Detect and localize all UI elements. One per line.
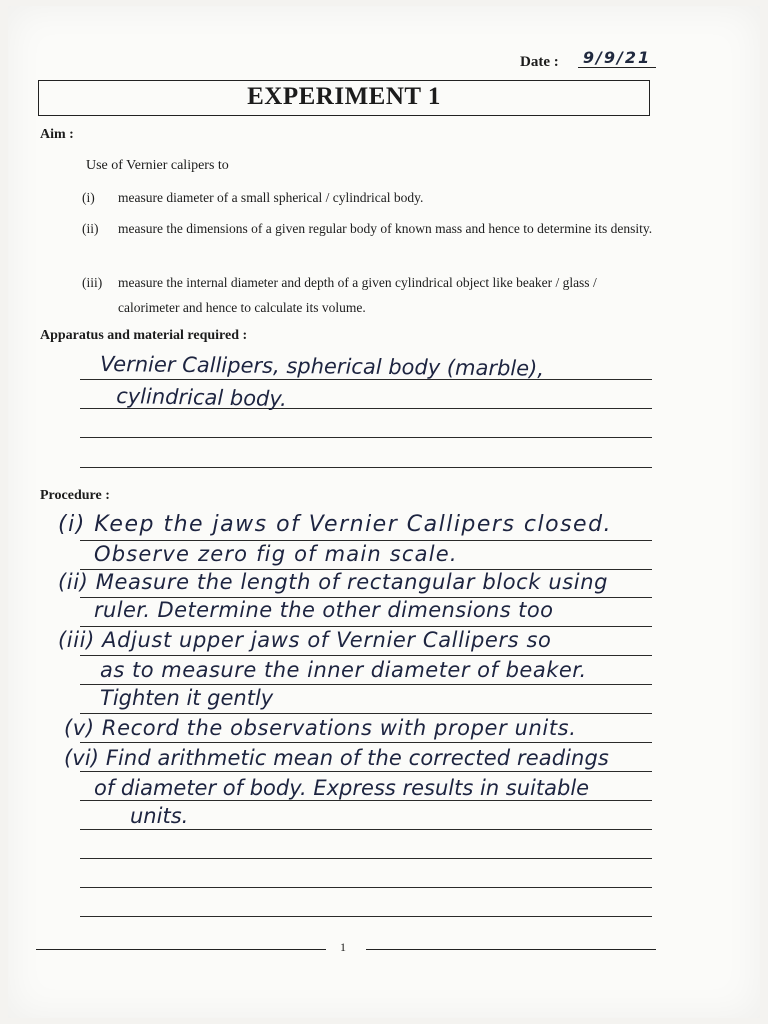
- date-value: 9/9/21: [578, 48, 656, 68]
- ruled-line: [80, 771, 652, 772]
- ruled-line: [80, 713, 652, 714]
- procedure-line-10: of diameter of body. Express results in suitable: [94, 776, 590, 800]
- aim-item-number: (iii): [82, 275, 103, 290]
- apparatus-heading: Apparatus and material required :: [40, 328, 248, 343]
- aim-intro: Use of Vernier calipers to: [86, 158, 229, 173]
- procedure-line-2: Observe zero fig of main scale.: [94, 542, 458, 566]
- page-number: 1: [340, 940, 346, 954]
- ruled-line: [80, 655, 652, 656]
- procedure-line-8: (v) Record the observations with proper units.: [64, 716, 577, 740]
- procedure-line-7: Tighten it gently: [100, 686, 274, 710]
- ruled-line: [80, 916, 652, 917]
- apparatus-line-1: Vernier Callipers, spherical body (marble),: [100, 352, 545, 381]
- date-label: Date :: [520, 54, 559, 70]
- procedure-line-3: (ii) Measure the length of rectangular block using: [58, 570, 609, 594]
- ruled-line: [80, 887, 652, 888]
- ruled-line: [80, 829, 652, 830]
- date-field: [520, 48, 660, 76]
- procedure-line-4: ruler. Determine the other dimensions too: [94, 598, 554, 622]
- procedure-line-6: as to measure the inner diameter of beaker.: [100, 658, 587, 682]
- procedure-heading: Procedure :: [40, 488, 110, 503]
- aim-item-text: measure the internal diameter and depth of a given cylindrical object like beaker / glass / calorimeter and hence to calculate its volume.: [118, 275, 597, 315]
- aim-heading: Aim :: [40, 127, 74, 142]
- footer-rule-left: [36, 949, 326, 950]
- procedure-line-9: (vi) Find arithmetic mean of the corrected readings: [64, 746, 609, 770]
- ruled-line: [80, 684, 652, 685]
- ruled-line: [80, 858, 652, 859]
- ruled-line: [80, 742, 652, 743]
- ruled-line: [80, 540, 652, 541]
- aim-item-number: (ii): [82, 221, 99, 236]
- ruled-line: [80, 626, 652, 627]
- aim-item-text: measure diameter of a small spherical / cylindrical body.: [118, 190, 424, 205]
- ruled-line: [80, 437, 652, 438]
- footer-rule-right: [366, 949, 656, 950]
- ruled-line: [80, 800, 652, 801]
- aim-item-text: measure the dimensions of a given regular body of known mass and hence to determine its density.: [118, 221, 653, 236]
- title-box: [38, 80, 650, 116]
- page-title: EXPERIMENT 1: [247, 83, 441, 110]
- ruled-line: [80, 467, 652, 468]
- apparatus-line-2: cylindrical body.: [116, 384, 288, 411]
- aim-item-number: (i): [82, 190, 95, 205]
- procedure-line-5: (iii) Adjust upper jaws of Vernier Callipers so: [58, 628, 552, 652]
- ruled-line: [80, 379, 652, 380]
- procedure-line-1: (i) Keep the jaws of Vernier Callipers closed.: [58, 512, 613, 537]
- procedure-line-11: units.: [130, 804, 189, 828]
